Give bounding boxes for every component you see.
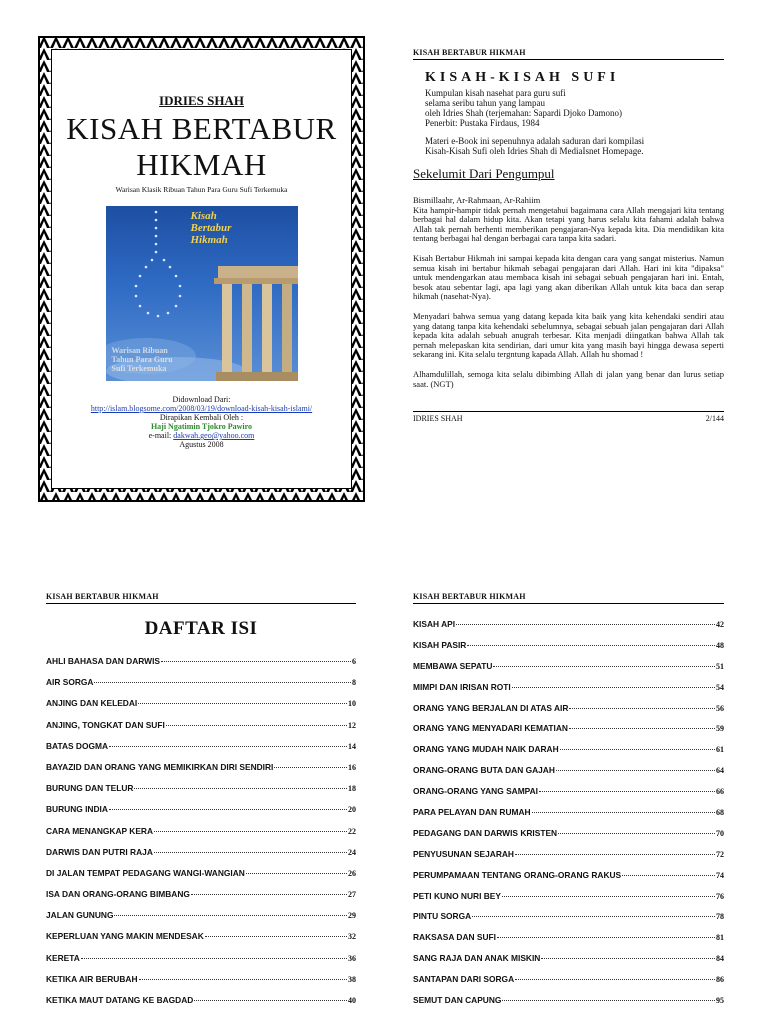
toc-leader-dots bbox=[274, 767, 347, 768]
toc-entry[interactable] bbox=[46, 672, 356, 693]
toc-entry-page: 56 bbox=[716, 703, 724, 713]
toc-entry-page: 81 bbox=[716, 933, 724, 943]
toc-entry-title: ORANG-ORANG YANG SAMPAI bbox=[413, 786, 539, 797]
toc-entry[interactable] bbox=[46, 990, 356, 1011]
toc-leader-dots bbox=[456, 624, 715, 625]
footer-author: IDRIES SHAH bbox=[413, 414, 463, 424]
cover-content bbox=[50, 48, 353, 490]
toc-leader-dots bbox=[472, 916, 715, 917]
cover-editor-name: Haji Ngatimin Tjokro Pawiro bbox=[150, 422, 253, 431]
toc-list bbox=[46, 651, 356, 1011]
toc-leader-dots bbox=[194, 1000, 347, 1001]
cover-subtitle: Warisan Klasik Ribuan Tahun Para Guru Sufi Terkemuka bbox=[115, 185, 288, 194]
book-series-title: KISAH-KISAH SUFI bbox=[425, 70, 620, 85]
toc-entry[interactable] bbox=[46, 969, 356, 990]
toc-entry-title: PEDAGANG DAN DARWIS KRISTEN bbox=[413, 827, 558, 838]
toc-entry-page: 54 bbox=[716, 682, 724, 692]
toc-leader-dots bbox=[191, 894, 347, 895]
toc-leader-dots bbox=[560, 749, 715, 750]
toc-entry-title: MIMPI DAN IRISAN ROTI bbox=[413, 681, 511, 692]
toc-leader-dots bbox=[81, 958, 347, 959]
toc-list bbox=[413, 614, 724, 1011]
toc-leader-dots bbox=[134, 788, 347, 789]
toc-entry[interactable] bbox=[46, 905, 356, 926]
toc-entry-title: KEPERLUAN YANG MAKIN MENDESAK bbox=[46, 931, 204, 942]
toc-entry-title: DARWIS DAN PUTRI RAJA bbox=[46, 846, 153, 857]
toc-entry-title: KISAH API bbox=[413, 619, 456, 629]
toc-entry[interactable] bbox=[413, 760, 724, 781]
toc-entry-page: 48 bbox=[716, 640, 724, 650]
toc-entry[interactable] bbox=[46, 863, 356, 884]
toc-entry-title: KISAH PASIR bbox=[413, 639, 467, 650]
toc-title: DAFTAR ISI bbox=[144, 618, 258, 639]
toc-leader-dots bbox=[154, 831, 347, 832]
toc-entry[interactable] bbox=[413, 635, 724, 656]
toc-entry-page: 42 bbox=[716, 620, 724, 629]
toc-entry-page: 61 bbox=[716, 745, 724, 755]
toc-entry[interactable] bbox=[413, 865, 724, 886]
paragraph: Menyadari bahwa semua yang datang kepada kita baik yang kita kehendaki sendiri atau yang datang tanpa kita kehendaki sebelumnya, sebagai sebuah jalan pengajaran dari Allah kepada kita adalah sebuah anugrah terbesar. Kita menjadi diingatkan bahwa Allah tak pernah melepaskan kita sendirian, dari umur kita yang masih bayi hingga dewasa seperti sekarang ini. Kita selalu tergntung kapada Allah. Allah hu shomad ! bbox=[413, 310, 724, 360]
toc-entry[interactable] bbox=[413, 844, 724, 865]
toc-entry[interactable] bbox=[413, 677, 724, 698]
toc-entry-page: 16 bbox=[348, 762, 356, 772]
toc-leader-dots bbox=[154, 852, 347, 853]
toc-entry-page: 14 bbox=[348, 741, 356, 751]
running-head: KISAH BERTABUR HIKMAH bbox=[46, 592, 356, 604]
toc-entry-title: PINTU SORGA bbox=[413, 911, 472, 922]
cover-illustration-title: Kisah Bertabur Hikmah bbox=[190, 210, 232, 246]
toc-entry[interactable] bbox=[46, 757, 356, 778]
toc-entry-title: DI JALAN TEMPAT PEDAGANG WANGI-WANGIAN bbox=[46, 867, 245, 878]
toc-leader-dots bbox=[515, 979, 715, 980]
toc-entry-page: 95 bbox=[716, 996, 724, 1006]
cover-page bbox=[38, 36, 365, 502]
toc-entry[interactable] bbox=[46, 778, 356, 799]
toc-entry-page: 84 bbox=[716, 954, 724, 964]
toc-entry-title: ISA DAN ORANG-ORANG BIMBANG bbox=[46, 889, 190, 900]
toc-entry-page: 86 bbox=[716, 975, 724, 985]
toc-entry-page: 12 bbox=[348, 720, 356, 730]
running-foot bbox=[413, 411, 724, 423]
toc-entry-title: KERETA bbox=[46, 952, 80, 963]
toc-entry[interactable] bbox=[413, 948, 724, 969]
toc-entry-page: 40 bbox=[348, 996, 356, 1005]
toc-entry[interactable] bbox=[46, 651, 356, 672]
toc-entry-page: 10 bbox=[348, 699, 356, 709]
toc-entry-page: 26 bbox=[348, 868, 356, 878]
toc-entry[interactable] bbox=[413, 614, 724, 635]
toc-leader-dots bbox=[541, 958, 715, 959]
toc-leader-dots bbox=[515, 854, 715, 855]
toc-leader-dots bbox=[569, 708, 715, 709]
toc-entry[interactable] bbox=[413, 656, 724, 677]
toc-leader-dots bbox=[539, 791, 715, 792]
page-number: 2/144 bbox=[705, 414, 724, 424]
toc-entry-title: SEMUT DAN CAPUNG bbox=[413, 995, 502, 1006]
toc-entry[interactable] bbox=[413, 739, 724, 760]
cover-illustration-caption: Warisan Ribuan Tahun Para Guru Sufi Terkemuka bbox=[111, 346, 173, 373]
toc-entry[interactable] bbox=[413, 823, 724, 844]
toc-entry-page: 29 bbox=[348, 911, 356, 921]
toc-entry-page: 18 bbox=[348, 784, 356, 794]
toc-leader-dots bbox=[161, 661, 351, 662]
toc-entry-title: RAKSASA DAN SUFI bbox=[413, 932, 496, 943]
cover-illustration bbox=[106, 206, 298, 381]
section-heading: Sekelumit Dari Pengumpul bbox=[413, 166, 555, 181]
toc-entry-title: ANJING, TONGKAT DAN SUFI bbox=[46, 719, 165, 730]
toc-entry-title: SANTAPAN DARI SORGA bbox=[413, 974, 515, 985]
toc-entry-title: KETIKA AIR BERUBAH bbox=[46, 973, 138, 984]
toc-entry[interactable] bbox=[46, 736, 356, 757]
toc-leader-dots bbox=[569, 728, 715, 729]
intro-page bbox=[413, 48, 724, 423]
toc-entry-title: PENYUSUNAN SEJARAH bbox=[413, 848, 514, 859]
running-head: KISAH BERTABUR HIKMAH bbox=[413, 592, 724, 604]
toc-entry[interactable] bbox=[413, 886, 724, 907]
toc-entry[interactable] bbox=[46, 799, 356, 820]
toc-entry[interactable] bbox=[413, 718, 724, 739]
toc-leader-dots bbox=[502, 896, 715, 897]
toc-entry-title: AHLI BAHASA DAN DARWIS bbox=[46, 656, 160, 666]
toc-entry-page: 22 bbox=[348, 826, 356, 836]
cover-date: Agustus 2008 bbox=[179, 440, 224, 449]
toc-entry[interactable] bbox=[413, 781, 724, 802]
toc-entry[interactable] bbox=[413, 698, 724, 719]
toc-leader-dots bbox=[556, 770, 715, 771]
toc-entry-title: BATAS DOGMA bbox=[46, 740, 109, 751]
toc-entry-page: 76 bbox=[716, 891, 724, 901]
toc-entry-page: 78 bbox=[716, 912, 724, 922]
cover-author: IDRIES SHAH bbox=[159, 93, 244, 108]
toc-entry-page: 24 bbox=[348, 847, 356, 857]
toc-entry-page: 38 bbox=[348, 974, 356, 984]
toc-entry-page: 64 bbox=[716, 766, 724, 776]
toc-entry-title: BURUNG INDIA bbox=[46, 804, 108, 815]
paragraph: Kisah Bertabur Hikmah ini sampai kepada kita dengan cara yang sangat misterius. Namun semua kisah ini bertabur hikmah sebagai pengajaran dari Allah. Hari ini kita "dipaksa" untuk mendengarkan atau membaca kisah ini sebagai sebuah pengajaran hari ini. Entah, besok atau sebentar lagi, apa lagi yang akan diberikan Allah untuk kita baca dan serap hikmah (nasehat-Nya). bbox=[413, 252, 724, 302]
toc-entry-title: PETI KUNO NURI BEY bbox=[413, 890, 501, 901]
toc-leader-dots bbox=[166, 725, 347, 726]
toc-leader-dots bbox=[138, 703, 347, 704]
toc-leader-dots bbox=[532, 812, 715, 813]
toc-leader-dots bbox=[139, 979, 347, 980]
toc-leader-dots bbox=[467, 645, 715, 646]
toc-leader-dots bbox=[114, 915, 347, 916]
toc-leader-dots bbox=[94, 682, 351, 683]
toc-leader-dots bbox=[109, 746, 347, 747]
toc-entry-page: 27 bbox=[348, 890, 356, 900]
toc-entry-title: ORANG YANG BERJALAN DI ATAS AIR bbox=[413, 702, 569, 713]
cover-title: KISAH BERTABUR HIKMAH bbox=[66, 111, 337, 182]
toc-entry-page: 74 bbox=[716, 870, 724, 880]
toc-entry-title: AIR SORGA bbox=[46, 677, 94, 688]
toc-entry[interactable] bbox=[413, 802, 724, 823]
toc-entry-title: JALAN GUNUNG bbox=[46, 910, 114, 921]
toc-leader-dots bbox=[493, 666, 715, 667]
toc-entry-page: 32 bbox=[348, 932, 356, 942]
toc-entry[interactable] bbox=[413, 906, 724, 927]
toc-entry-page: 72 bbox=[716, 849, 724, 859]
toc-entry-title: MEMBAWA SEPATU bbox=[413, 660, 493, 671]
toc-entry-page: 66 bbox=[716, 787, 724, 797]
toc-entry-page: 36 bbox=[348, 953, 356, 963]
toc-entry-title: CARA MENANGKAP KERA bbox=[46, 825, 154, 836]
toc-entry-page: 70 bbox=[716, 828, 724, 838]
toc-entry-page: 8 bbox=[352, 678, 356, 688]
download-link[interactable]: http://islam.blogsome.com/2008/03/19/download-kisah-kisah-islami/ bbox=[90, 404, 313, 413]
book-metadata: Kumpulan kisah nasehat para guru sufi selama seribu tahun yang lampau oleh Idries Shah (terjemahan: Sapardi Djoko Damono) Penerbit: Pustaka Firdaus, 1984 bbox=[425, 88, 622, 128]
toc-entry[interactable] bbox=[413, 927, 724, 948]
toc-entry[interactable] bbox=[46, 821, 356, 842]
paragraph: Alhamdulillah, semoga kita selalu dibimbing Allah di jalan yang benar dan lurus setiap saat. (NGT) bbox=[413, 368, 724, 389]
paragraph: Bismillaahr, Ar-Rahmaan, Ar-Rahiim Kita hampir-hampir tidak pernah mengetahui bagaimana cara Allah mengajari kita tentang berbagai hal dalam hidup kita. Akan tetapi yang harus selalu kita fahami adalah bahwa Allah tak pernah berhenti memberikan pengajaran-Nya kepada kita. Dia mendidikan kita tentang berbagai hal dengan berbagai cara tanpa kita sadari. bbox=[413, 195, 724, 244]
email-link[interactable]: dakwah.geo@yahoo.com bbox=[173, 431, 255, 440]
toc-leader-dots bbox=[497, 937, 715, 938]
toc-entry-title: KETIKA MAUT DATANG KE BAGDAD bbox=[46, 995, 194, 1005]
toc-leader-dots bbox=[205, 936, 347, 937]
toc-leader-dots bbox=[558, 833, 715, 834]
toc-entry-title: ORANG YANG MUDAH NAIK DARAH bbox=[413, 744, 559, 755]
toc-page-1 bbox=[46, 592, 356, 1011]
running-head: KISAH BERTABUR HIKMAH bbox=[413, 48, 724, 60]
toc-entry-title: BURUNG DAN TELUR bbox=[46, 783, 134, 794]
toc-entry[interactable] bbox=[46, 926, 356, 947]
toc-entry-title: ORANG-ORANG BUTA DAN GAJAH bbox=[413, 765, 555, 776]
toc-entry[interactable] bbox=[46, 693, 356, 714]
toc-entry-title: PERUMPAMAAN TENTANG ORANG-ORANG RAKUS bbox=[413, 869, 622, 880]
toc-entry-title: PARA PELAYAN DAN RUMAH bbox=[413, 807, 531, 818]
toc-leader-dots bbox=[109, 809, 347, 810]
toc-entry-page: 51 bbox=[716, 661, 724, 671]
toc-entry[interactable] bbox=[413, 990, 724, 1011]
cover-download-info: Didownload Dari: http://islam.blogsome.com/2008/03/19/download-kisah-kisah-islami/ Dirapikan Kembali Oleh : Haji Ngatimin Tjokro Pawiro e-mail: dakwah.geo@yahoo.com Agustus 2008 bbox=[50, 395, 353, 449]
toc-leader-dots bbox=[246, 873, 347, 874]
toc-entry-title: ORANG YANG MENYADARI KEMATIAN bbox=[413, 723, 568, 734]
toc-entry-page: 59 bbox=[716, 724, 724, 734]
toc-entry[interactable] bbox=[46, 842, 356, 863]
toc-entry-title: ANJING DAN KELEDAI bbox=[46, 698, 138, 709]
toc-entry-title: SANG RAJA DAN ANAK MISKIN bbox=[413, 953, 541, 964]
toc-leader-dots bbox=[622, 875, 715, 876]
toc-leader-dots bbox=[512, 687, 715, 688]
ebook-note: Materi e-Book ini sepenuhnya adalah saduran dari kompilasi Kisah-Kisah Sufi oleh Idries Shah di MediaIsnet Homepage. bbox=[425, 136, 645, 156]
toc-entry[interactable] bbox=[46, 948, 356, 969]
toc-entry-page: 6 bbox=[352, 657, 356, 666]
toc-entry[interactable] bbox=[413, 969, 724, 990]
toc-entry-page: 68 bbox=[716, 808, 724, 818]
toc-leader-dots bbox=[502, 1000, 715, 1001]
toc-page-2 bbox=[413, 592, 724, 1011]
toc-entry[interactable] bbox=[46, 884, 356, 905]
toc-entry-page: 20 bbox=[348, 805, 356, 815]
toc-entry-title: BAYAZID DAN ORANG YANG MEMIKIRKAN DIRI SENDIRI bbox=[46, 761, 274, 772]
toc-entry[interactable] bbox=[46, 715, 356, 736]
